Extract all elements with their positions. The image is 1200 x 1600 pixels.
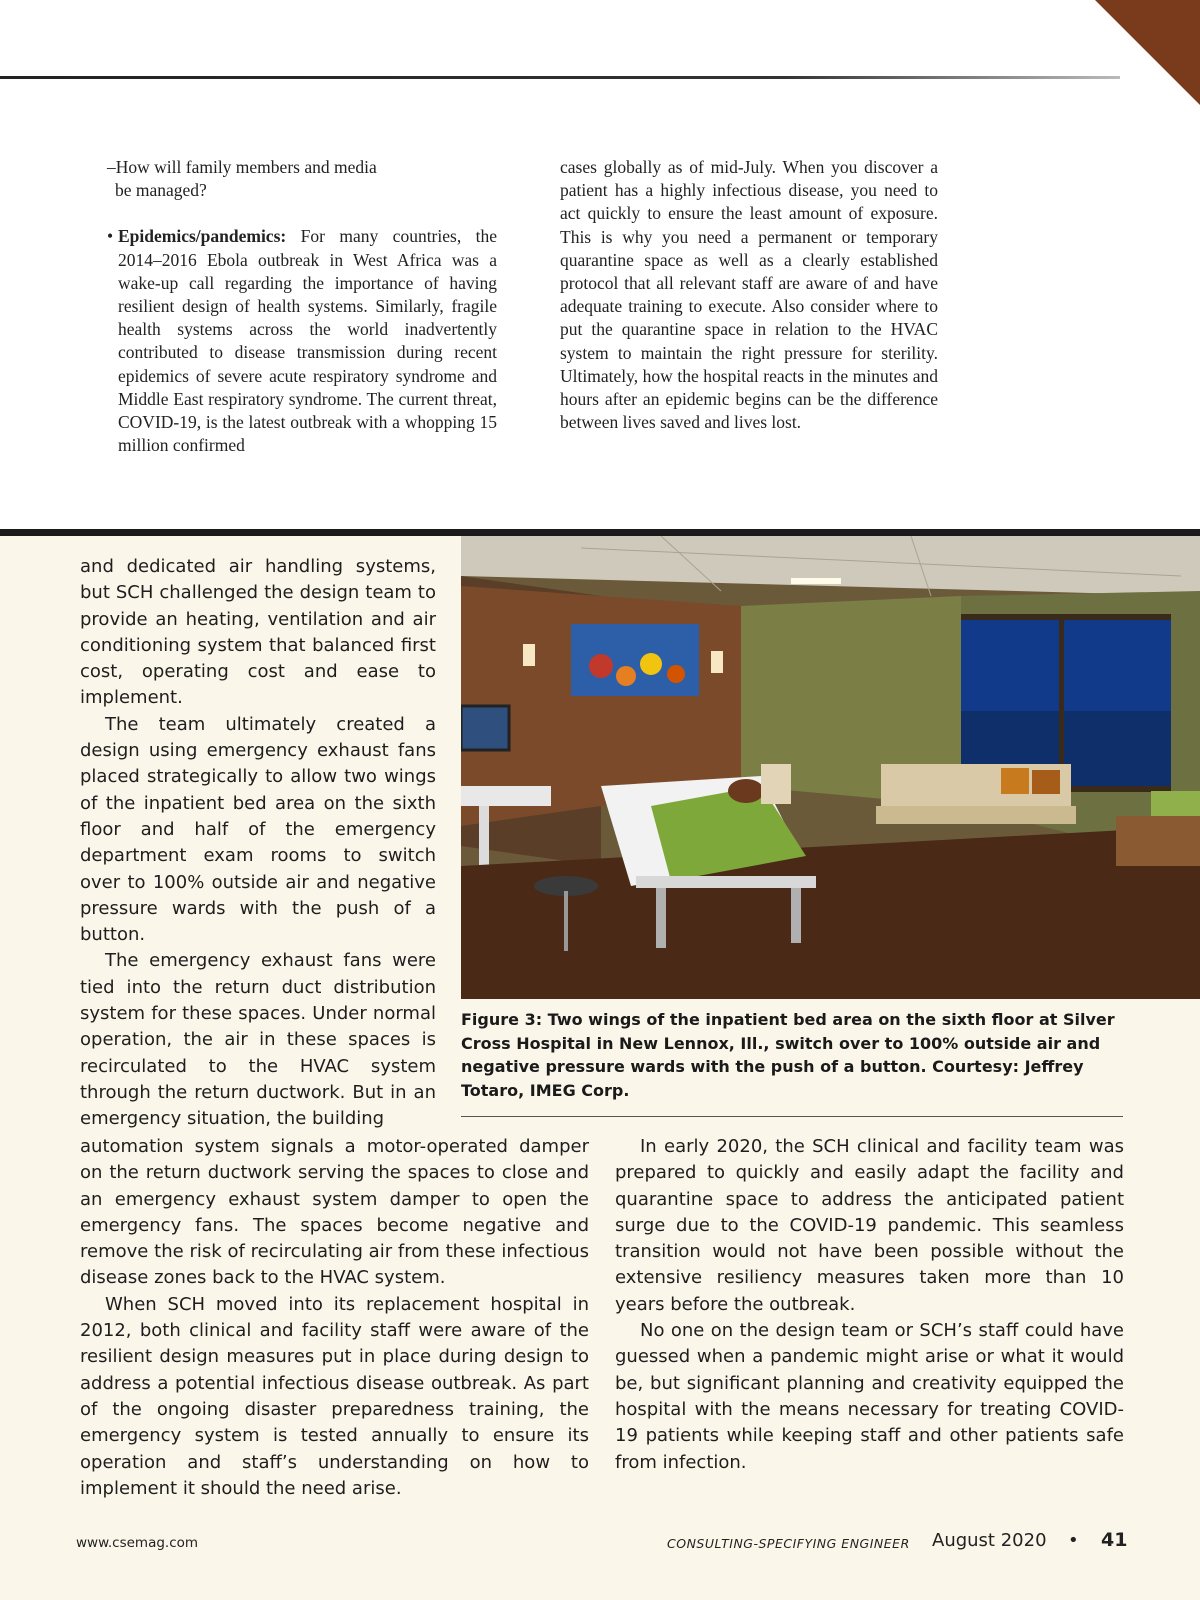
- page-number: 41: [1101, 1529, 1128, 1551]
- bullet-text: For many countries, the 2014–2016 Ebola outbreak in West Africa was a wake-up call regarding the importance of having resilient design of health systems. Similarly, fragile health systems across the world inadvertently contributed to disease transmission during recent epidemics of severe acute respiratory syndrome and Middle East respiratory syndrome. The current threat, COVID-19, is the latest outbreak with a whopping 15 million confirmed: [118, 226, 497, 456]
- lower-right-paragraph-1: In early 2020, the SCH clinical and facility team was prepared to quickly and easily adapt the facility and quarantine space to address the anticipated patient surge due to the COVID-19 pandemic. This seamless transition would not have been possible without the extensive resiliency measures taken more than 10 years before the outbreak.: [615, 1136, 1124, 1315]
- narrow-paragraph-2: The team ultimately created a design using emergency exhaust fans placed strategically to allow two wings of the inpatient bed area on the sixth floor and half of the emergency department exam rooms to switch over to 100% outside air and negative pressure wards with the push of a button.: [80, 713, 436, 946]
- publication-part1: CONSULTING: [667, 1536, 754, 1551]
- section-divider-bar: [0, 529, 1200, 536]
- lower-left-column: [80, 1134, 589, 1502]
- lower-left-paragraph-2: When SCH moved into its replacement hospital in 2012, both clinical and facility staff were aware of the resilient design measures put in place during design to address a potential infectious disease outbreak. As part of the ongoing disaster preparedness training, the emergency system is tested annually to ensure its operation and staff’s understanding on how to implement it should the need arise.: [80, 1293, 589, 1499]
- upper-left-column: [107, 156, 497, 457]
- upper-right-column: [560, 156, 938, 434]
- footer-publication: [667, 1536, 910, 1551]
- footer-bullet: •: [1068, 1530, 1079, 1551]
- publication-part2: SPECIFYING ENGINEER: [758, 1536, 910, 1551]
- hospital-room-photo: [461, 536, 1200, 999]
- bullet-item: [107, 225, 497, 457]
- lower-left-paragraph-1: automation system signals a motor-operated damper on the return ductwork serving the spaces to close and an emergency exhaust system damper to open the emergency fans. The spaces become negative and remove the risk of recirculating air from these infectious disease zones back to the HVAC system.: [80, 1136, 589, 1289]
- publication-dash: -: [753, 1536, 759, 1551]
- bullet-label: Epidemics/pandemics:: [118, 226, 287, 247]
- dash-item-line2: be managed?: [115, 180, 207, 201]
- upper-section: [0, 0, 1200, 530]
- narrow-paragraph-3: The emergency exhaust fans were tied into the return duct distribution system for these spaces. Under normal operation, the air in these spaces is recirculated to the HVAC system through the return ductwork. But in an emergency situation, the building: [80, 950, 436, 1130]
- narrow-paragraph-1: and dedicated air handling systems, but SCH challenged the design team to provide an heating, ventilation and air conditioning system that balanced first cost, operating cost and ease to implement.: [80, 556, 436, 709]
- footer-date: August 2020: [932, 1530, 1047, 1551]
- caption-rule: [461, 1116, 1123, 1117]
- lower-right-column: [615, 1134, 1124, 1476]
- upper-right-paragraph: cases globally as of mid-July. When you discover a patient has a highly infectious disease, you need to act quickly to ensure the least amount of exposure. This is why you need a permanent or temporary quarantine space as well as a clearly established protocol that all relevant staff are aware of and have adequate training to execute. Also consider where to put the quarantine space in relation to the HVAC system to maintain the right pressure for sterility. Ultimately, how the hospital reacts in the minutes and hours after an epidemic begins can be the difference between lives saved and lives lost.: [560, 157, 938, 433]
- figure-caption: Figure 3: Two wings of the inpatient bed area on the sixth floor at Silver Cross Hospital in New Lennox, Ill., switch over to 100% outside air and negative pressure wards with the push of a button. Courtesy: Jeffrey Totaro, IMEG Corp.: [461, 1010, 1115, 1100]
- lower-right-paragraph-2: No one on the design team or SCH’s staff could have guessed when a pandemic might arise or what it would be, but significant planning and creativity equipped the hospital with the means necessary for treating COVID-19 patients while keeping staff and other patients safe from infection.: [615, 1320, 1124, 1473]
- footer-website: www.csemag.com: [76, 1535, 199, 1551]
- bullet-dot-icon: •: [107, 226, 114, 247]
- dash-item-line1: –How will family members and media: [107, 157, 377, 177]
- narrow-column: [80, 554, 436, 1133]
